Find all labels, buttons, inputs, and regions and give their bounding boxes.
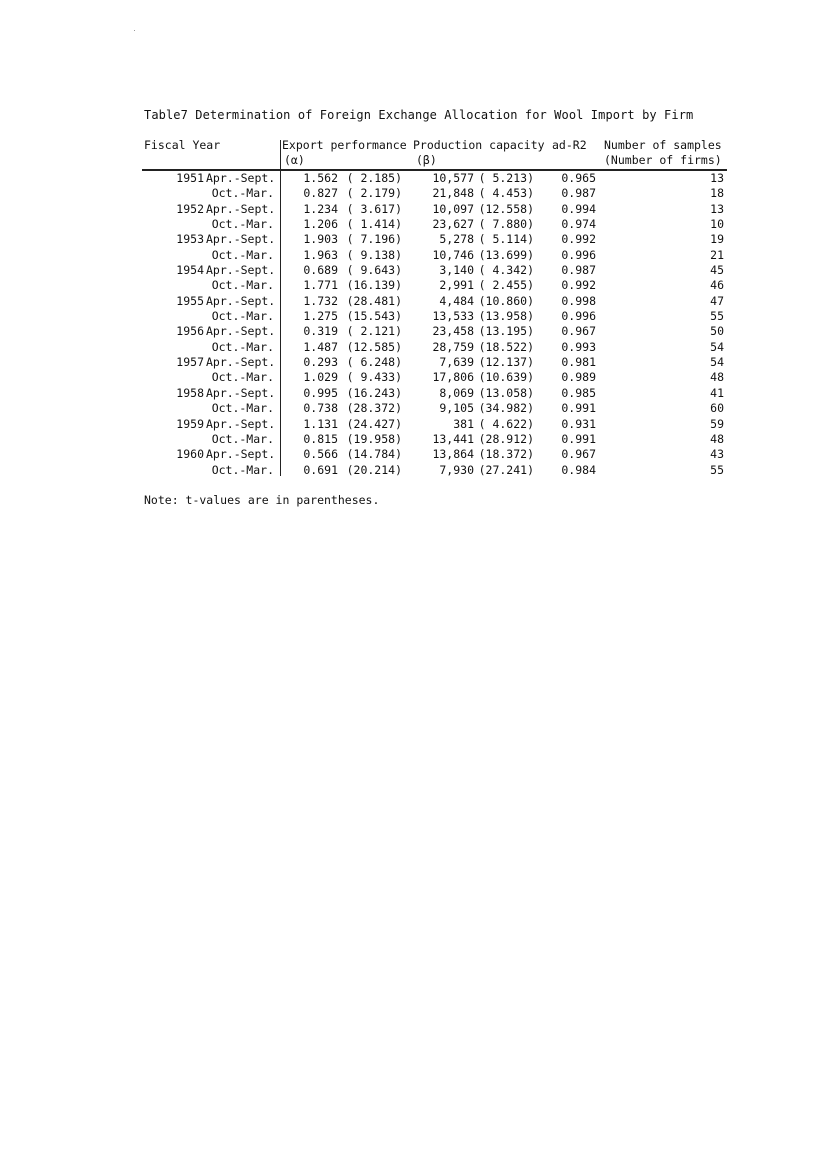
cell-samples: 21	[710, 247, 724, 262]
cell-samples: 41	[710, 385, 724, 400]
cell-samples: 13	[710, 171, 724, 185]
cell-period: Oct.-Mar.	[211, 339, 274, 354]
table-row	[0, 340, 827, 355]
cell-year: 1960	[176, 447, 204, 462]
table-row	[0, 248, 827, 263]
cell-beta-t: ( 5.114)	[478, 232, 534, 247]
cell-year: 1955	[176, 293, 204, 308]
cell-alpha: 1.903	[303, 232, 338, 247]
cell-period: Oct.-Mar.	[211, 217, 274, 232]
cell-alpha: 1.275	[303, 309, 338, 324]
cell-period: Apr.-Sept.	[206, 201, 276, 216]
table-row	[0, 278, 827, 293]
cell-alpha: 0.827	[303, 186, 338, 201]
cell-beta-t: ( 5.213)	[478, 171, 534, 185]
cell-alpha: 1.131	[303, 416, 338, 431]
cell-beta-t: ( 7.880)	[478, 217, 534, 232]
cell-adj-r2: 0.967	[561, 447, 596, 462]
cell-samples: 55	[710, 462, 724, 477]
cell-alpha: 1.732	[303, 293, 338, 308]
table-note: Note: t-values are in parentheses.	[144, 493, 380, 507]
cell-beta-t: ( 4.342)	[478, 263, 534, 278]
cell-adj-r2: 0.987	[561, 186, 596, 201]
cell-beta-t: (13.699)	[478, 247, 534, 262]
cell-year: 1953	[176, 232, 204, 247]
cell-beta-t: (18.372)	[478, 447, 534, 462]
cell-beta-t: ( 2.455)	[478, 278, 534, 293]
cell-samples: 60	[710, 401, 724, 416]
cell-adj-r2: 0.992	[561, 232, 596, 247]
cell-beta-t: (13.195)	[478, 324, 534, 339]
cell-period: Oct.-Mar.	[211, 309, 274, 324]
cell-period: Apr.-Sept.	[206, 447, 276, 462]
cell-period: Apr.-Sept.	[206, 171, 276, 185]
cell-beta-t: (28.912)	[478, 431, 534, 446]
cell-adj-r2: 0.967	[561, 324, 596, 339]
cell-beta: 4,484	[439, 293, 474, 308]
cell-beta: 10,746	[432, 247, 474, 262]
cell-beta: 381	[453, 416, 474, 431]
cell-alpha: 0.691	[303, 462, 338, 477]
cell-beta-t: (10.639)	[478, 370, 534, 385]
cell-alpha-t: ( 7.196)	[346, 232, 402, 247]
table-row	[0, 309, 827, 324]
cell-adj-r2: 0.989	[561, 370, 596, 385]
cell-alpha: 0.319	[303, 324, 338, 339]
cell-adj-r2: 0.996	[561, 247, 596, 262]
cell-year: 1951	[176, 171, 204, 185]
cell-beta: 7,639	[439, 355, 474, 370]
cell-beta-t: (10.860)	[478, 293, 534, 308]
cell-alpha: 1.963	[303, 247, 338, 262]
cell-alpha-t: (14.784)	[346, 447, 402, 462]
cell-samples: 48	[710, 431, 724, 446]
cell-beta: 3,140	[439, 263, 474, 278]
cell-period: Apr.-Sept.	[206, 232, 276, 247]
cell-beta: 5,278	[439, 232, 474, 247]
table-row	[0, 386, 827, 401]
cell-year: 1954	[176, 263, 204, 278]
cell-beta: 10,577	[432, 171, 474, 185]
cell-beta: 8,069	[439, 385, 474, 400]
cell-alpha-t: ( 1.414)	[346, 217, 402, 232]
cell-alpha-t: ( 9.643)	[346, 263, 402, 278]
cell-beta: 7,930	[439, 462, 474, 477]
table-row	[0, 417, 827, 432]
cell-alpha: 1.234	[303, 201, 338, 216]
table-row	[0, 463, 827, 478]
cell-period: Apr.-Sept.	[206, 263, 276, 278]
cell-alpha: 1.562	[303, 171, 338, 185]
cell-adj-r2: 0.993	[561, 339, 596, 354]
cell-adj-r2: 0.984	[561, 462, 596, 477]
cell-year: 1958	[176, 385, 204, 400]
cell-period: Oct.-Mar.	[211, 247, 274, 262]
cell-alpha-t: (12.585)	[346, 339, 402, 354]
cell-samples: 18	[710, 186, 724, 201]
cell-beta: 21,848	[432, 186, 474, 201]
cell-period: Apr.-Sept.	[206, 293, 276, 308]
cell-alpha-t: (20.214)	[346, 462, 402, 477]
cell-samples: 45	[710, 263, 724, 278]
table-body	[0, 171, 827, 478]
cell-period: Apr.-Sept.	[206, 385, 276, 400]
cell-alpha-t: ( 2.179)	[346, 186, 402, 201]
cell-alpha-t: ( 6.248)	[346, 355, 402, 370]
cell-samples: 10	[710, 217, 724, 232]
header-number-of-firms: (Number of firms)	[604, 153, 722, 167]
table-row	[0, 171, 827, 186]
cell-beta: 17,806	[432, 370, 474, 385]
cell-period: Oct.-Mar.	[211, 278, 274, 293]
cell-beta: 13,864	[432, 447, 474, 462]
cell-beta-t: ( 4.453)	[478, 186, 534, 201]
cell-samples: 13	[710, 201, 724, 216]
cell-alpha: 1.206	[303, 217, 338, 232]
cell-beta: 23,627	[432, 217, 474, 232]
table-row	[0, 294, 827, 309]
cell-alpha: 0.293	[303, 355, 338, 370]
cell-alpha: 1.487	[303, 339, 338, 354]
cell-period: Oct.-Mar.	[211, 401, 274, 416]
cell-beta: 13,533	[432, 309, 474, 324]
cell-alpha: 0.995	[303, 385, 338, 400]
table-row	[0, 447, 827, 462]
header-export-performance: Export performance	[282, 138, 407, 152]
cell-samples: 48	[710, 370, 724, 385]
cell-year: 1952	[176, 201, 204, 216]
cell-period: Apr.-Sept.	[206, 324, 276, 339]
header-adj-r2: ad-R2	[552, 138, 587, 152]
table-title: Table7 Determination of Foreign Exchange Allocation for Wool Import by Firm	[144, 108, 694, 122]
scan-speck	[134, 30, 135, 31]
table-row	[0, 324, 827, 339]
cell-beta-t: (12.558)	[478, 201, 534, 216]
cell-adj-r2: 0.991	[561, 431, 596, 446]
cell-beta-t: (34.982)	[478, 401, 534, 416]
cell-alpha-t: (24.427)	[346, 416, 402, 431]
cell-beta: 9,105	[439, 401, 474, 416]
table-row	[0, 370, 827, 385]
table-row	[0, 232, 827, 247]
cell-alpha: 0.738	[303, 401, 338, 416]
cell-year: 1959	[176, 416, 204, 431]
cell-year: 1957	[176, 355, 204, 370]
cell-alpha-t: (16.243)	[346, 385, 402, 400]
cell-beta-t: ( 4.622)	[478, 416, 534, 431]
cell-adj-r2: 0.931	[561, 416, 596, 431]
cell-beta: 13,441	[432, 431, 474, 446]
table-row	[0, 263, 827, 278]
cell-period: Oct.-Mar.	[211, 186, 274, 201]
cell-adj-r2: 0.994	[561, 201, 596, 216]
cell-samples: 50	[710, 324, 724, 339]
cell-alpha: 0.566	[303, 447, 338, 462]
cell-alpha: 0.815	[303, 431, 338, 446]
header-alpha: (α)	[284, 153, 305, 167]
cell-beta: 2,991	[439, 278, 474, 293]
cell-alpha-t: ( 2.121)	[346, 324, 402, 339]
cell-samples: 59	[710, 416, 724, 431]
cell-samples: 46	[710, 278, 724, 293]
cell-alpha-t: ( 9.138)	[346, 247, 402, 262]
cell-adj-r2: 0.991	[561, 401, 596, 416]
header-number-of-samples: Number of samples	[604, 138, 722, 152]
cell-beta-t: (18.522)	[478, 339, 534, 354]
cell-adj-r2: 0.998	[561, 293, 596, 308]
cell-beta-t: (13.958)	[478, 309, 534, 324]
cell-period: Oct.-Mar.	[211, 431, 274, 446]
cell-alpha: 1.029	[303, 370, 338, 385]
header-production-capacity: Production capacity	[413, 138, 545, 152]
cell-adj-r2: 0.987	[561, 263, 596, 278]
cell-beta: 28,759	[432, 339, 474, 354]
cell-samples: 43	[710, 447, 724, 462]
cell-beta-t: (13.058)	[478, 385, 534, 400]
table-row	[0, 401, 827, 416]
cell-beta-t: (12.137)	[478, 355, 534, 370]
cell-alpha-t: (19.958)	[346, 431, 402, 446]
cell-alpha-t: (28.372)	[346, 401, 402, 416]
cell-period: Apr.-Sept.	[206, 416, 276, 431]
header-beta: (β)	[416, 153, 437, 167]
cell-alpha: 0.689	[303, 263, 338, 278]
cell-alpha-t: (28.481)	[346, 293, 402, 308]
cell-alpha-t: ( 9.433)	[346, 370, 402, 385]
cell-adj-r2: 0.985	[561, 385, 596, 400]
cell-alpha-t: (15.543)	[346, 309, 402, 324]
cell-samples: 19	[710, 232, 724, 247]
cell-adj-r2: 0.981	[561, 355, 596, 370]
cell-adj-r2: 0.965	[561, 171, 596, 185]
cell-samples: 54	[710, 355, 724, 370]
cell-beta: 10,097	[432, 201, 474, 216]
cell-samples: 55	[710, 309, 724, 324]
table-row	[0, 432, 827, 447]
table-row	[0, 202, 827, 217]
cell-period: Apr.-Sept.	[206, 355, 276, 370]
cell-alpha-t: (16.139)	[346, 278, 402, 293]
cell-alpha-t: ( 3.617)	[346, 201, 402, 216]
cell-samples: 47	[710, 293, 724, 308]
cell-adj-r2: 0.996	[561, 309, 596, 324]
table-row	[0, 186, 827, 201]
cell-period: Oct.-Mar.	[211, 462, 274, 477]
table-row	[0, 355, 827, 370]
cell-samples: 54	[710, 339, 724, 354]
cell-beta-t: (27.241)	[478, 462, 534, 477]
cell-alpha: 1.771	[303, 278, 338, 293]
table-row	[0, 217, 827, 232]
cell-adj-r2: 0.992	[561, 278, 596, 293]
cell-alpha-t: ( 2.185)	[346, 171, 402, 185]
cell-period: Oct.-Mar.	[211, 370, 274, 385]
cell-beta: 23,458	[432, 324, 474, 339]
cell-adj-r2: 0.974	[561, 217, 596, 232]
header-fiscal-year: Fiscal Year	[144, 138, 221, 152]
cell-year: 1956	[176, 324, 204, 339]
